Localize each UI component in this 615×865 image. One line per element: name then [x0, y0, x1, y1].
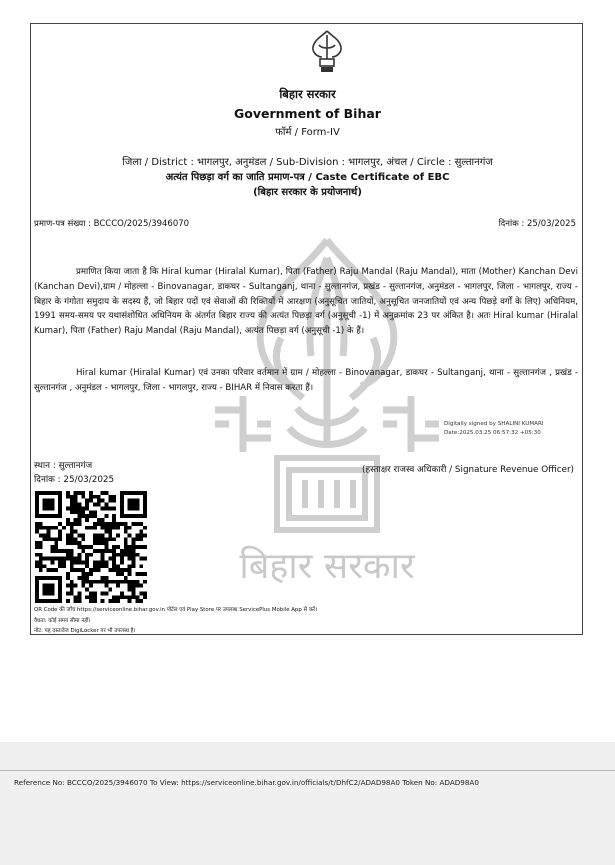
validity-note: वैधता: कोई समय सीमा नहीं। — [34, 618, 91, 624]
certificate-title: अत्यंत पिछड़ा वर्ग का जाति प्रमाण-पत्र / Caste Certificate of EBC — [165, 172, 450, 183]
digital-signature-signer: Digitally signed by SHALINI KUMARI — [444, 421, 544, 427]
reference-divider — [0, 770, 615, 771]
state-name-hindi: बिहार सरकार — [279, 87, 336, 101]
issue-place: स्थान : सुल्तानगंज — [34, 461, 93, 471]
certification-paragraph: प्रमाणित किया जाता है कि Hiral kumar (Hiralal Kumar), पिता (Father) Raju Mandal (Raju Mandal), माता (Mother) Kanchan Devi (Kanchan Devi),ग्राम / मोहल्ला - Binovanagar, डाकघर - Sultanganj, थाना - सुल्तानगंज, प्रखंड - सुल्तानगंज, अनुमंडल - भागलपुर, जिला - भागलपुर, राज्य - बिहार के गंगोता समुदाय के सदस्य हैं, जो बिहार पदों एवं सेवाओं की रिक्तियों में आरक्षण (अनुसूचित जातियों, अनुसूचित जनजातियों एवं अन्य पिछड़े वर्गों के लिए) अधिनियम, 1991 समय-समय पर यथासंशोधित अधिनियम के अंतर्गत बिहार राज्य की अत्यंत पिछड़ा वर्ग (अनुसूची -1) में अनुक्रमांक 23 पर अंकित है। अतः Hiral kumar (Hiralal Kumar), पिता (Father) Raju Mandal (Raju Mandal), अत्यंत पिछड़ा वर्ग (अनुसूची -1) के हैं। — [34, 267, 578, 337]
digilocker-note: नोट: यह दस्तावेज DigiLocker पर भी उपलब्ध है। — [34, 628, 136, 634]
signature-label: (हस्ताक्षर राजस्व अधिकारी / Signature Revenue Officer) — [362, 465, 574, 475]
digital-signature — [444, 420, 544, 438]
reference-bar: Reference No: BCCCO/2025/3946070 To View: https://serviceonline.bihar.gov.in/officials/t/DhfC2/ADAD98A0 Token No: ADAD98A0 — [14, 778, 479, 787]
qr-code — [35, 491, 147, 603]
viewer-background — [0, 742, 615, 865]
residence-paragraph: Hiral kumar (Hiralal Kumar) एवं उनका परिवार वर्तमान में ग्राम / मोहल्ला - Binovanagar, डाकघर - Sultanganj, थाना - सुल्तानगंज , प्रखंड - सुल्तानगंज , अनुमंडल - भागलपुर, जिला - भागलपुर, राज्य - BIHAR में निवास करता हैं। — [34, 368, 578, 393]
form-label: फॉर्म / Form-IV — [275, 127, 340, 138]
watermark-text: बिहार सरकार — [239, 546, 415, 587]
certificate-purpose: (बिहार सरकार के प्रयोजनार्थ) — [253, 187, 362, 198]
state-name-english: Government of Bihar — [234, 106, 381, 121]
qr-verification-note: QR Code की जाँच https://serviceonline.bihar.gov.in पोर्टल एवं Play Store पर उपलब्ध ServicePlus Mobile App से करें। — [34, 607, 318, 613]
certificate-page — [30, 23, 583, 635]
certificate-date: दिनांक : 25/03/2025 — [498, 219, 576, 229]
issue-date: दिनांक : 25/03/2025 — [34, 475, 115, 485]
location-line: जिला / District : भागलपुर, अनुमंडल / Sub-Division : भागलपुर, अंचल / Circle : सुल्तानगंज — [122, 157, 493, 168]
digital-signature-date: Date:2025.03.25 06:57:32 +05:30 — [444, 430, 541, 436]
certificate-number: प्रमाण-पत्र संख्या : BCCCO/2025/3946070 — [34, 219, 190, 229]
bihar-government-emblem-icon — [308, 29, 346, 74]
